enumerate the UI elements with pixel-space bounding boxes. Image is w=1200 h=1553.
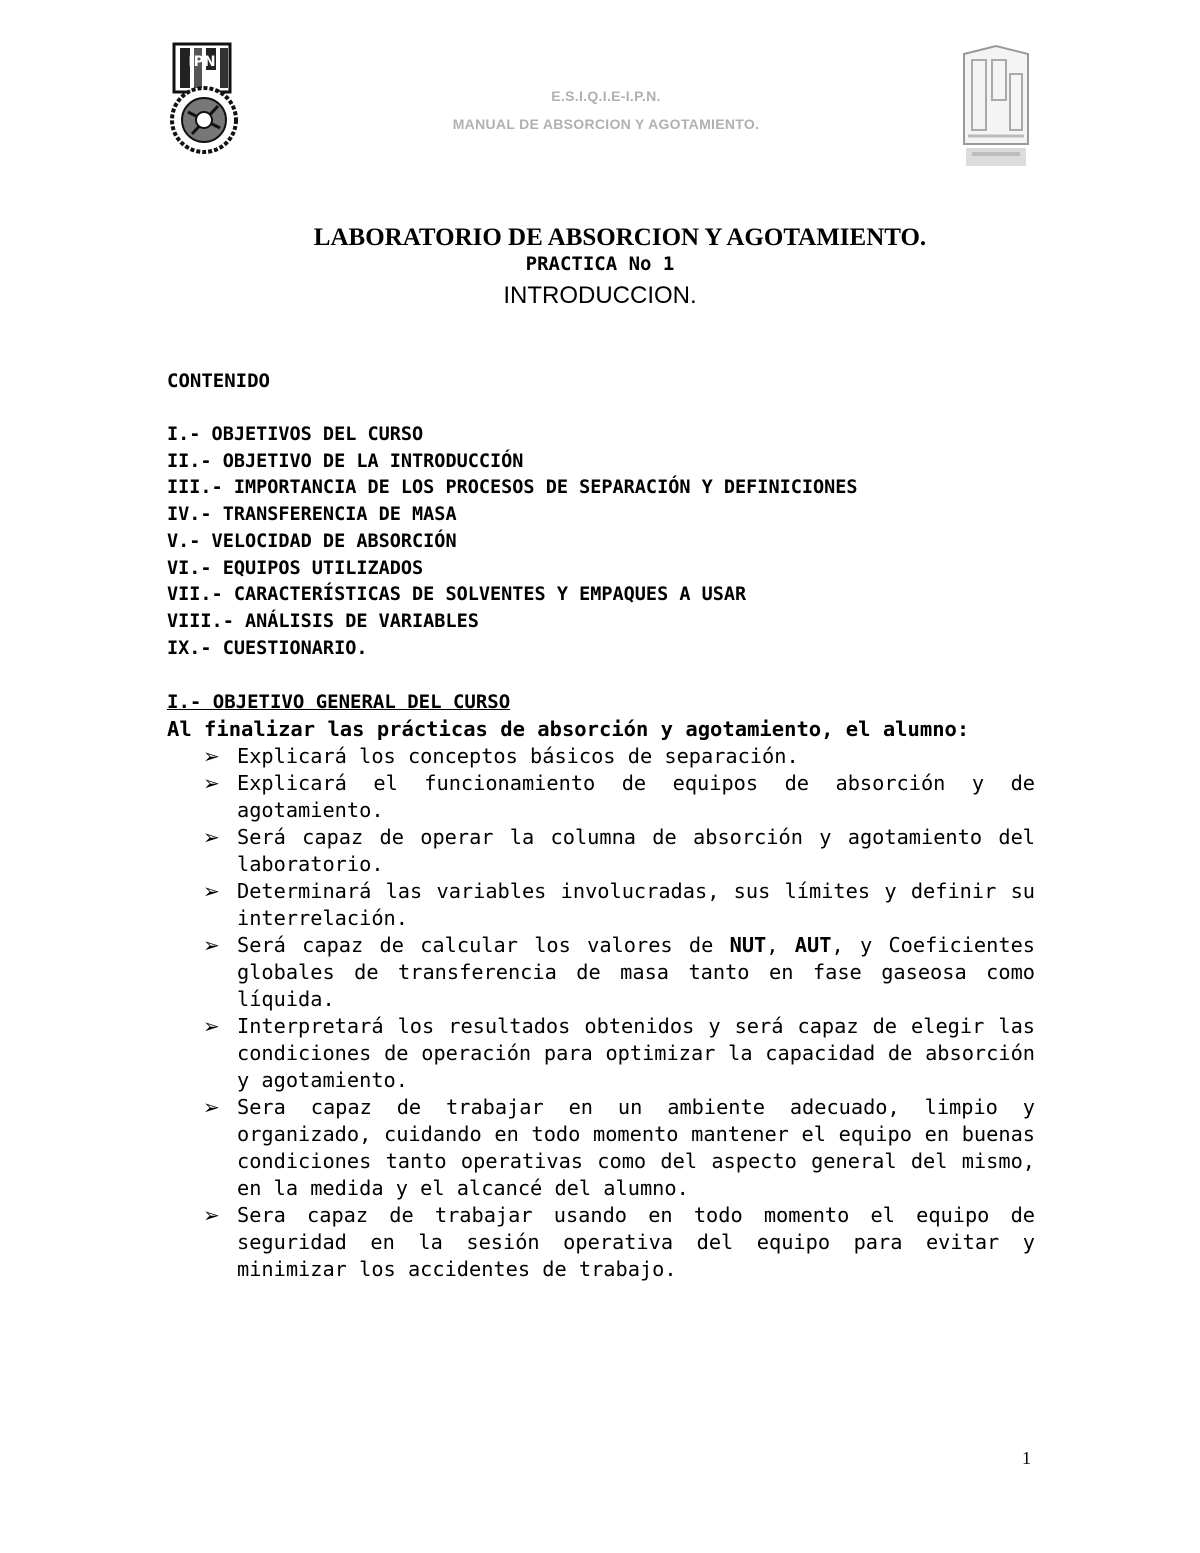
list-item bbox=[167, 824, 1035, 878]
list-item bbox=[167, 932, 1035, 1013]
list-item bbox=[167, 770, 1035, 824]
objective-heading: I.- OBJETIVO GENERAL DEL CURSO bbox=[167, 691, 511, 714]
page-number: 1 bbox=[1022, 1448, 1031, 1468]
header-manual-title: MANUAL DE ABSORCION Y AGOTAMIENTO. bbox=[452, 116, 760, 132]
list-item bbox=[167, 878, 1035, 932]
objective-text-before: Será capaz de calcular los valores de bbox=[237, 933, 730, 958]
objective-text: Determinará las variables involucradas, sus límites y definir su interrelación. bbox=[237, 879, 1035, 931]
arrow-bullet-icon: ➢ bbox=[203, 1014, 220, 1039]
toc-item: IX.- CUESTIONARIO. bbox=[167, 637, 368, 659]
objective-text: Interpretará los resultados obtenidos y será capaz de elegir las condiciones de operación para optimizar la capacidad de absorción y agotamiento. bbox=[237, 1014, 1035, 1093]
objective-text: Explicará el funcionamiento de equipos de absorción y de agotamiento. bbox=[237, 771, 1035, 823]
main-title: LABORATORIO DE ABSORCION Y AGOTAMIENTO. bbox=[313, 224, 927, 251]
objectives-list bbox=[167, 743, 1035, 1283]
list-item bbox=[167, 1202, 1035, 1283]
toc-item: V.- VELOCIDAD DE ABSORCIÓN bbox=[167, 530, 457, 552]
arrow-bullet-icon: ➢ bbox=[203, 825, 220, 850]
nut-term: NUT bbox=[729, 933, 767, 958]
arrow-bullet-icon: ➢ bbox=[203, 1203, 220, 1228]
objective-text-between: , bbox=[766, 933, 795, 958]
header-institution: E.S.I.Q.I.E-I.P.N. bbox=[551, 88, 661, 104]
list-item bbox=[167, 1094, 1035, 1202]
objective-text: Será capaz de operar la columna de absorción y agotamiento del laboratorio. bbox=[237, 825, 1035, 877]
arrow-bullet-icon: ➢ bbox=[203, 933, 220, 958]
arrow-bullet-icon: ➢ bbox=[203, 1095, 220, 1120]
list-item bbox=[167, 1013, 1035, 1094]
objective-text: Sera capaz de trabajar en un ambiente adecuado, limpio y organizado, cuidando en todo momento mantener el equipo en buenas condiciones tanto operativas como del aspecto general del mismo, en la medida y el alcancé del alumno. bbox=[237, 1095, 1035, 1201]
toc-item: VII.- CARACTERÍSTICAS DE SOLVENTES Y EMPAQUES A USAR bbox=[167, 584, 747, 606]
table-of-contents bbox=[167, 422, 1035, 662]
objective-intro: Al finalizar las prácticas de absorción y agotamiento, el alumno: bbox=[167, 717, 970, 742]
svg-text:IPN: IPN bbox=[188, 54, 216, 70]
section-title: INTRODUCCION. bbox=[503, 282, 697, 309]
toc-item: I.- OBJETIVOS DEL CURSO bbox=[167, 424, 424, 445]
objective-text-after: , y Coeficientes globales de transferencia de masa tanto en fase gaseosa como líquida. bbox=[237, 933, 1035, 1012]
objective-text: Sera capaz de trabajar usando en todo momento el equipo de seguridad en la sesión operativa del equipo para evitar y minimizar los accidentes de trabajo. bbox=[237, 1203, 1035, 1282]
toc-item: VIII.- ANÁLISIS DE VARIABLES bbox=[167, 610, 479, 632]
toc-item: III.- IMPORTANCIA DE LOS PROCESOS DE SEPARACIÓN Y DEFINICIONES bbox=[167, 477, 858, 499]
list-item bbox=[167, 743, 1035, 770]
arrow-bullet-icon: ➢ bbox=[203, 879, 220, 904]
aut-term: AUT bbox=[794, 933, 832, 958]
arrow-bullet-icon: ➢ bbox=[203, 744, 220, 769]
toc-item: VI.- EQUIPOS UTILIZADOS bbox=[167, 557, 424, 579]
practice-number: PRACTICA No 1 bbox=[525, 253, 675, 275]
document-body bbox=[167, 366, 1035, 1283]
toc-item: IV.- TRANSFERENCIA DE MASA bbox=[167, 504, 457, 526]
toc-heading: CONTENIDO bbox=[167, 370, 270, 392]
toc-item: II.- OBJETIVO DE LA INTRODUCCIÓN bbox=[167, 450, 524, 472]
arrow-bullet-icon: ➢ bbox=[203, 771, 220, 796]
esiqie-logo bbox=[958, 44, 1034, 170]
objective-text: Explicará los conceptos básicos de separación. bbox=[237, 744, 799, 769]
